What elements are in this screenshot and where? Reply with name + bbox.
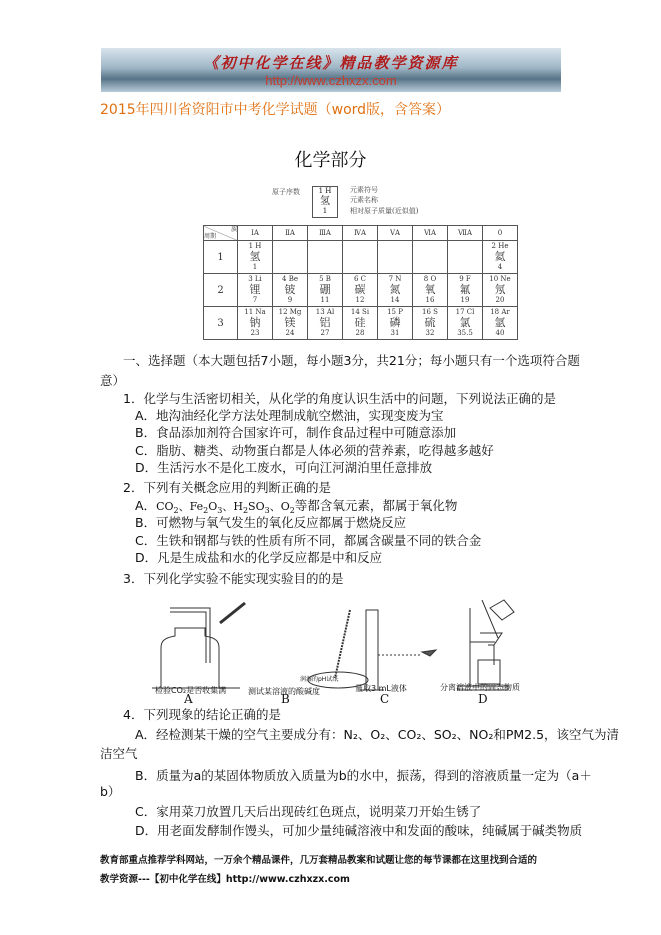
element-name: 钠 bbox=[249, 316, 261, 329]
element-mass: 1 bbox=[252, 263, 258, 271]
figure-b-caption: 测试某溶液的酸碱度 bbox=[248, 687, 320, 696]
element-cell bbox=[483, 241, 518, 274]
element-symbol: 6 C bbox=[353, 275, 367, 283]
element-cell bbox=[238, 307, 273, 340]
element-cell bbox=[448, 307, 483, 340]
element-cell bbox=[343, 274, 378, 307]
group-header: ⅡA bbox=[273, 226, 308, 241]
element-mass: 24 bbox=[285, 329, 295, 337]
q2-a-prefix: A． bbox=[135, 498, 157, 513]
element-symbol: 15 P bbox=[387, 308, 403, 316]
table-header-row bbox=[204, 226, 518, 241]
element-mass: 19 bbox=[460, 296, 470, 304]
element-cell bbox=[448, 241, 483, 274]
element-symbol: 12 Mg bbox=[278, 308, 302, 316]
q1-option-a: A．地沟油经化学方法处理制成航空燃油，实现变废为宝 bbox=[135, 408, 444, 423]
figure-b-note: 润湿的pH试纸 bbox=[300, 676, 339, 683]
element-mass: 27 bbox=[320, 329, 330, 337]
key-symbol: 元素符号 bbox=[350, 186, 378, 194]
element-symbol: 9 F bbox=[459, 275, 471, 283]
table-row bbox=[204, 274, 518, 307]
group-header: 0 bbox=[483, 226, 518, 241]
element-name: 氮 bbox=[389, 283, 401, 296]
figure-a-label: A bbox=[184, 692, 193, 706]
q2-option-c: C．生铁和钢都与铁的性质有所不同，都属含碳量不同的铁合金 bbox=[135, 533, 482, 548]
element-name: 硅 bbox=[354, 316, 366, 329]
element-cell bbox=[378, 274, 413, 307]
q1-option-b: B．食品添加剂符合国家许可，制作食品过程中可随意添加 bbox=[135, 425, 457, 440]
periodic-table bbox=[203, 225, 518, 340]
figure-d-caption: 分离溶液中的固态物质 bbox=[440, 683, 520, 692]
corner-period: 周期 bbox=[204, 233, 217, 240]
element-symbol: 3 Li bbox=[248, 275, 262, 283]
element-symbol: 2 He bbox=[491, 242, 509, 250]
element-mass: 28 bbox=[355, 329, 365, 337]
element-cell bbox=[378, 307, 413, 340]
q2-option-b: B．可燃物与氧气发生的氧化反应都属于燃烧反应 bbox=[135, 515, 407, 530]
element-symbol: 13 Al bbox=[315, 308, 335, 316]
q4-stem: 4．下列现象的结论正确的是 bbox=[123, 707, 281, 722]
q3-figures bbox=[150, 598, 570, 694]
element-cell bbox=[413, 241, 448, 274]
element-name: 氦 bbox=[494, 250, 506, 263]
element-cell bbox=[238, 274, 273, 307]
key-name: 元素名称 bbox=[350, 196, 378, 204]
gas-bottle-figure bbox=[152, 603, 245, 688]
element-cell bbox=[273, 274, 308, 307]
q3-stem: 3．下列化学实验不能实现实验目的的是 bbox=[123, 571, 344, 586]
element-mass: 35.5 bbox=[457, 329, 473, 337]
element-cell bbox=[308, 307, 343, 340]
element-symbol: 11 Na bbox=[244, 308, 266, 316]
element-mass: 7 bbox=[252, 296, 258, 304]
instructions-line2: 意） bbox=[100, 373, 126, 388]
q1-option-c: C．脂肪、糖类、动物蛋白都是人体必须的营养素，吃得越多越好 bbox=[135, 443, 494, 458]
element-cell bbox=[448, 274, 483, 307]
element-cell bbox=[308, 274, 343, 307]
element-mass: 32 bbox=[425, 329, 435, 337]
element-cell bbox=[483, 274, 518, 307]
element-cell bbox=[238, 241, 273, 274]
element-name: 硼 bbox=[319, 283, 331, 296]
element-cell bbox=[483, 307, 518, 340]
q4-option-a-cont: 洁空气 bbox=[100, 746, 138, 761]
key-mass: 相对原子质量(近似值) bbox=[350, 207, 419, 215]
instructions-line1: 一、选择题（本大题包括7小题，每小题3分，共21分；每小题只有一个选项符合题 bbox=[123, 353, 580, 368]
element-mass: 4 bbox=[497, 263, 503, 271]
banner-url: http://www.czhxzx.com bbox=[265, 73, 397, 88]
key-sample-symbol: 1 H bbox=[318, 187, 332, 195]
element-symbol: 4 Be bbox=[282, 275, 298, 283]
element-mass: 23 bbox=[250, 329, 260, 337]
element-mass: 31 bbox=[390, 329, 400, 337]
period-number: 3 bbox=[204, 307, 238, 340]
element-name: 氯 bbox=[459, 316, 471, 329]
element-symbol: 14 Si bbox=[350, 308, 370, 316]
element-mass: 12 bbox=[355, 296, 365, 304]
element-cell bbox=[413, 274, 448, 307]
element-symbol: 8 O bbox=[423, 275, 437, 283]
key-sample-mass: 1 bbox=[322, 207, 328, 215]
graduated-cylinder-figure bbox=[360, 610, 436, 690]
q4-option-b-cont: b） bbox=[100, 784, 121, 799]
element-mass: 20 bbox=[495, 296, 505, 304]
group-header: ⅣA bbox=[343, 226, 378, 241]
element-cell bbox=[343, 307, 378, 340]
element-cell bbox=[308, 241, 343, 274]
element-name: 锂 bbox=[249, 283, 261, 296]
footer-line1: 教育部重点推荐学科网站，一万余个精品课件，几万套精品教案和试题让您的每节课都在这里找到合适的 bbox=[100, 855, 538, 866]
figure-c-caption: 量取3 mL液体 bbox=[355, 684, 407, 693]
key-sample-name: 氢 bbox=[320, 196, 330, 207]
element-name: 氧 bbox=[424, 283, 436, 296]
q2-a-suffix: 等都含氧元素，都属于氧化物 bbox=[294, 498, 458, 513]
figure-d-label: D bbox=[478, 692, 488, 706]
element-symbol: 1 H bbox=[248, 242, 262, 250]
element-mass: 9 bbox=[287, 296, 293, 304]
q4-option-c: C．家用菜刀放置几天后出现砖红色斑点，说明菜刀开始生锈了 bbox=[135, 804, 482, 819]
element-symbol: 10 Ne bbox=[489, 275, 511, 283]
element-symbol: 18 Ar bbox=[490, 308, 510, 316]
element-name: 氩 bbox=[494, 316, 506, 329]
element-name: 镁 bbox=[284, 316, 296, 329]
element-name: 铍 bbox=[284, 283, 296, 296]
element-mass: 16 bbox=[425, 296, 435, 304]
group-header: ⅦA bbox=[448, 226, 483, 241]
q2-stem: 2．下列有关概念应用的判断正确的是 bbox=[123, 480, 331, 495]
element-name: 氢 bbox=[249, 250, 261, 263]
footer-line2[interactable]: 教学资源---【初中化学在线】http://www.czhxzx.com bbox=[100, 874, 350, 885]
element-mass: 11 bbox=[320, 296, 330, 304]
q4-option-b: B．质量为a的某固体物质放入质量为b的水中，振荡，得到的溶液质量一定为（a＋ bbox=[135, 768, 592, 783]
figure-c-label: C bbox=[380, 692, 390, 706]
document-title: 2015年四川省资阳市中考化学试题（word版，含答案） bbox=[100, 102, 451, 118]
table-row bbox=[204, 241, 518, 274]
element-symbol: 17 Cl bbox=[455, 308, 475, 316]
group-header: ⅥA bbox=[413, 226, 448, 241]
element-symbol: 16 S bbox=[422, 308, 438, 316]
filtration-figure bbox=[458, 600, 514, 690]
q1-stem: 1．化学与生活密切相关，从化学的角度认识生活中的问题，下列说法正确的是 bbox=[123, 391, 556, 406]
element-name: 氖 bbox=[494, 283, 506, 296]
element-name: 氟 bbox=[459, 283, 471, 296]
q1-option-d: D．生活污水不是化工废水，可向江河湖泊里任意排放 bbox=[135, 460, 433, 475]
period-number: 1 bbox=[204, 241, 238, 274]
group-header: ⅤA bbox=[378, 226, 413, 241]
key-sample-box bbox=[312, 186, 338, 218]
table-row bbox=[204, 307, 518, 340]
element-mass: 14 bbox=[390, 296, 400, 304]
element-cell bbox=[413, 307, 448, 340]
section-title: 化学部分 bbox=[294, 150, 367, 171]
element-name: 磷 bbox=[389, 316, 401, 329]
element-symbol: 5 B bbox=[319, 275, 331, 283]
figure-b-label: B bbox=[281, 692, 290, 706]
element-cell bbox=[273, 241, 308, 274]
element-name: 铝 bbox=[319, 316, 331, 329]
group-header: ⅠA bbox=[238, 226, 273, 241]
q4-option-d: D．用老面发酵制作馒头，可加少量纯碱溶液中和发面的酸味，纯碱属于碱类物质 bbox=[135, 823, 583, 838]
corner-cell bbox=[204, 226, 238, 241]
element-mass: 40 bbox=[495, 329, 505, 337]
element-cell bbox=[378, 241, 413, 274]
element-cell bbox=[273, 307, 308, 340]
corner-group: 族 bbox=[230, 226, 237, 233]
site-banner[interactable] bbox=[101, 48, 561, 92]
element-name: 碳 bbox=[354, 283, 366, 296]
group-header: ⅢA bbox=[308, 226, 343, 241]
period-number: 2 bbox=[204, 274, 238, 307]
figure-a-caption: 检验CO₂是否收集满 bbox=[155, 686, 227, 695]
q2-option-a: A．$CO_2$、$Fe_2O_3$、$H_2SO_3$、$O_2$等都含氧元素，都属于氧化物 bbox=[135, 498, 458, 516]
q4-option-a: A．经检测某干燥的空气主要成分有：N₂、O₂、CO₂、SO₂、NO₂和PM2.5，该空气为清 bbox=[135, 727, 620, 742]
key-atomic-number: 原子序数 bbox=[272, 188, 300, 196]
banner-slogan: 《初中化学在线》精品教学资源库 bbox=[203, 54, 459, 72]
element-name: 硫 bbox=[424, 316, 436, 329]
q2-option-d: D．凡是生成盐和水的化学反应都是中和反应 bbox=[135, 550, 383, 565]
element-symbol: 7 N bbox=[388, 275, 402, 283]
element-cell bbox=[343, 241, 378, 274]
